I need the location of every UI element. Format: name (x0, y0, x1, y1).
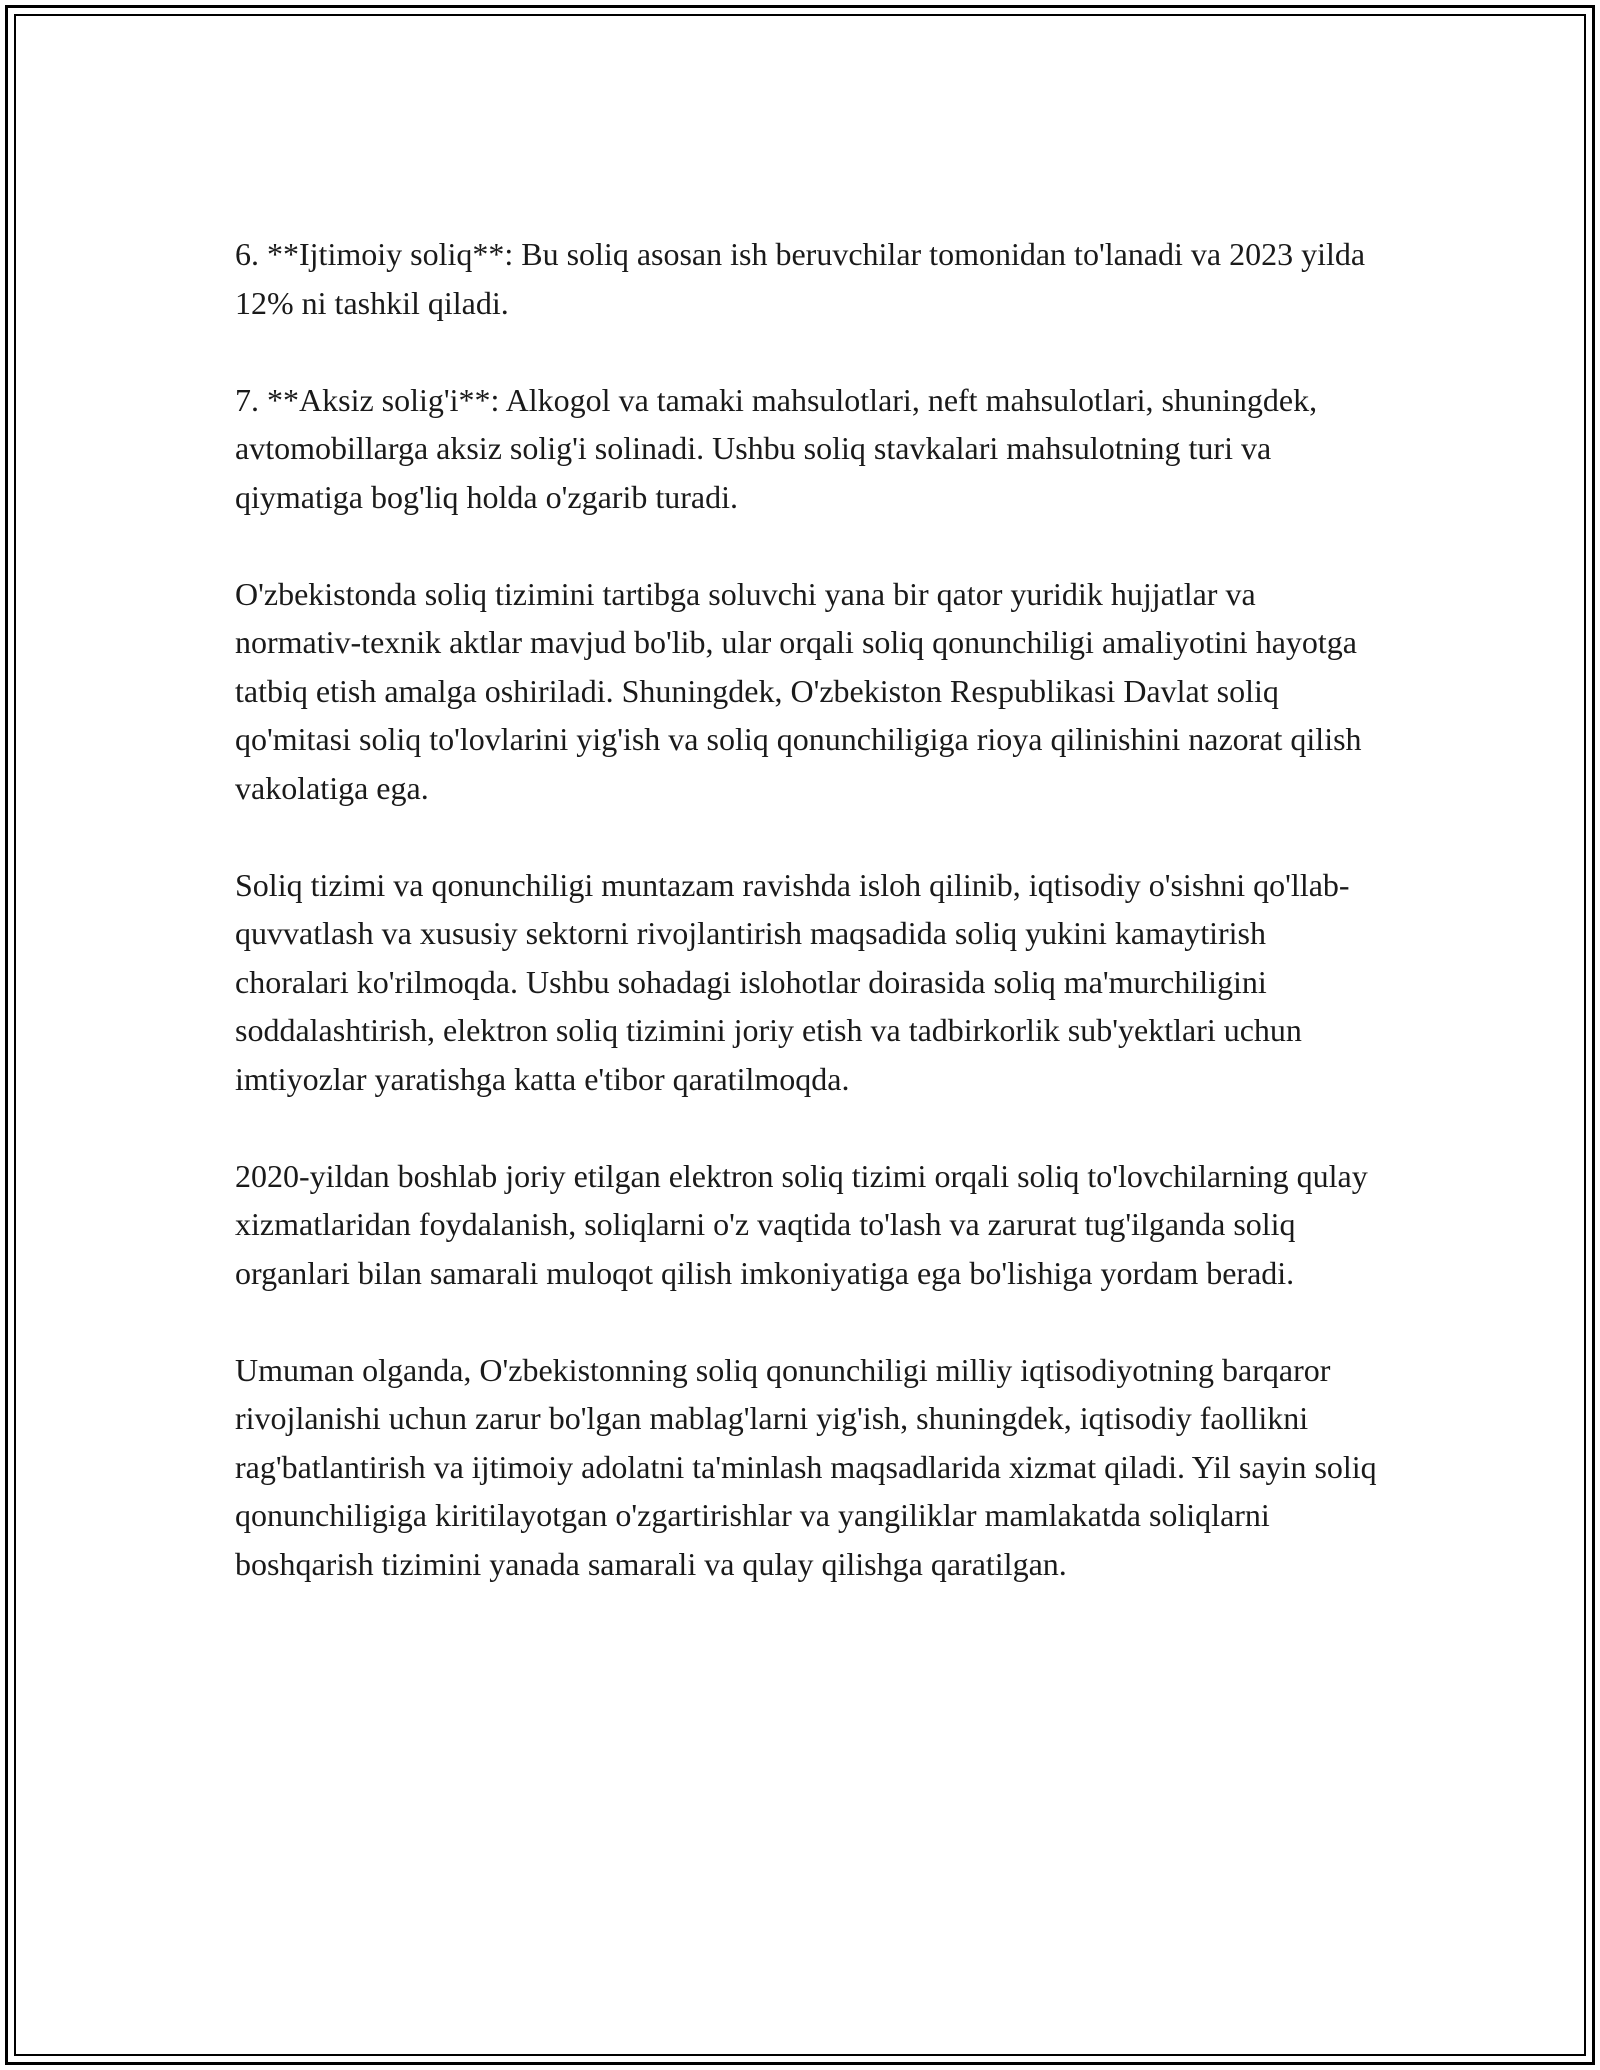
paragraph-social-tax: 6. **Ijtimoiy soliq**: Bu soliq asosan ish beruvchilar tomonidan to'lanadi va 2023 yilda 12% ni tashkil qiladi. (235, 236, 1366, 321)
document-body (235, 230, 1380, 1637)
paragraph-excise-tax: 7. **Aksiz solig'i**: Alkogol va tamaki mahsulotlari, neft mahsulotlari, shuningdek, avtomobillarga aksiz solig'i solinadi. Ushbu soliq stavkalari mahsulotning turi va qiymatiga bog'liq holda o'zgarib turadi. (235, 381, 1318, 515)
paragraph-tax-reform: Soliq tizimi va qonunchiligi muntazam ravishda isloh qilinib, iqtisodiy o'sishni qo'llab-quvvatlash va xususiy sektorni rivojlantirish maqsadida soliq yukini kamaytirish choralari ko'rilmoqda. Ushbu sohadagi islohotlar doirasida soliq ma'murchiligini soddalashtirish, elektron soliq tizimini joriy etish va tadbirkorlik sub'yektlari uchun imtiyozlar yaratishga katta e'tibor qaratilmoqda. (235, 866, 1350, 1097)
paragraph-electronic-system: 2020-yildan boshlab joriy etilgan elektron soliq tizimi orqali soliq to'lovchilarning qulay xizmatlaridan foydalanish, soliqlarni o'z vaqtida to'lash va zarurat tug'ilganda soliq organlari bilan samarali muloqot qilish imkoniyatiga ega bo'lishiga yordam beradi. (235, 1157, 1368, 1291)
paragraph-conclusion: Umuman olganda, O'zbekistonning soliq qonunchiligi milliy iqtisodiyotning barqaror rivojlanishi uchun zarur bo'lgan mablag'larni yig'ish, shuningdek, iqtisodiy faollikni rag'batlantirish va ijtimoiy adolatni ta'minlash maqsadlarida xizmat qiladi. Yil sayin soliq qonunchiligiga kiritilayotgan o'zgartirishlar va yangiliklar mamlakatda soliqlarni boshqarish tizimini yanada samarali va qulay qilishga qaratilgan. (235, 1351, 1377, 1582)
paragraph-legal-framework: O'zbekistonda soliq tizimini tartibga soluvchi yana bir qator yuridik hujjatlar va normativ-texnik aktlar mavjud bo'lib, ular orqali soliq qonunchiligi amaliyotini hayotga tatbiq etish amalga oshiriladi. Shuningdek, O'zbekiston Respublikasi Davlat soliq qo'mitasi soliq to'lovlarini yig'ish va soliq qonunchiligiga rioya qilinishini nazorat qilish vakolatiga ega. (235, 575, 1362, 806)
